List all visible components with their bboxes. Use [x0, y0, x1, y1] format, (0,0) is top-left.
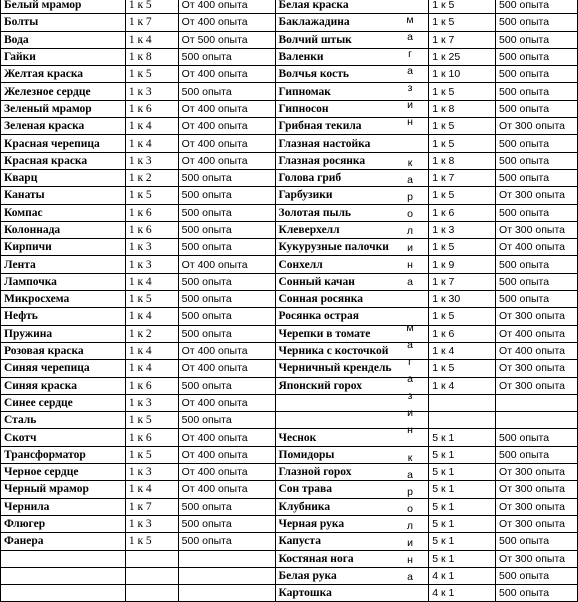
item-name-left: Красная краска — [1, 152, 126, 169]
item-name-left — [1, 550, 126, 567]
table-row — [1, 239, 578, 256]
item-name-left: Лента — [1, 256, 126, 273]
ratio-left: 1 к 3 — [125, 515, 178, 532]
item-name-left: Компас — [1, 204, 126, 221]
exp-right: От 300 опыта — [496, 464, 578, 481]
ratio-left — [125, 585, 178, 602]
exp-left: 500 опыта — [178, 412, 275, 429]
item-name-left — [1, 585, 126, 602]
item-name-left: Флюгер — [1, 515, 126, 532]
item-name-left: Сталь — [1, 412, 126, 429]
ratio-right — [429, 412, 496, 429]
exp-right: 500 опыта — [496, 446, 578, 463]
item-name-left — [1, 567, 126, 584]
exp-right: 500 опыта — [496, 429, 578, 446]
item-name-left: Зеленый мрамор — [1, 100, 126, 117]
vertical-label: м а г а з и н — [406, 322, 414, 436]
item-name-left: Желтая краска — [1, 66, 126, 83]
table-row — [1, 66, 578, 83]
exp-left: От 400 опыта — [178, 481, 275, 498]
ratio-right — [429, 394, 496, 411]
exp-left: От 400 опыта — [178, 464, 275, 481]
exp-right: От 300 опыта — [496, 550, 578, 567]
ratio-left: 1 к 5 — [125, 412, 178, 429]
item-name-right: Золотая пыль — [275, 204, 429, 221]
exp-left: От 400 опыта — [178, 360, 275, 377]
item-name-left: Микросхема — [1, 291, 126, 308]
ratio-left: 1 к 3 — [125, 256, 178, 273]
item-name-right: Помидоры — [275, 446, 429, 463]
item-name-right: Глазная росянка — [275, 152, 429, 169]
table-row — [1, 498, 578, 515]
item-name-right: Чеснок — [275, 429, 429, 446]
table-row — [1, 14, 578, 31]
item-name-left: Белый мрамор — [1, 0, 126, 14]
item-name-right: Гипномак — [275, 83, 429, 100]
exp-left: От 400 опыта — [178, 100, 275, 117]
exp-right: 500 опыта — [496, 48, 578, 65]
ratio-left: 1 к 6 — [125, 100, 178, 117]
exp-right: 500 опыта — [496, 204, 578, 221]
exp-right: 500 опыта — [496, 66, 578, 83]
item-name-left: Скотч — [1, 429, 126, 446]
item-name-left: Синяя краска — [1, 377, 126, 394]
exp-right: 500 опыта — [496, 31, 578, 48]
item-name-left: Фанера — [1, 533, 126, 550]
item-name-right: Волчья кость — [275, 66, 429, 83]
table-row — [1, 100, 578, 117]
ratio-left: 1 к 4 — [125, 481, 178, 498]
item-name-left: Зеленая краска — [1, 118, 126, 135]
exp-right: От 300 опыта — [496, 308, 578, 325]
exp-left: 500 опыта — [178, 498, 275, 515]
ratio-right: 1 к 5 — [429, 187, 496, 204]
table-row — [1, 135, 578, 152]
item-name-left: Красная черепица — [1, 135, 126, 152]
ratio-right: 1 к 5 — [429, 360, 496, 377]
item-name-left: Гайки — [1, 48, 126, 65]
item-name-left: Болты — [1, 14, 126, 31]
exp-left: От 400 опыта — [178, 152, 275, 169]
exp-right: 500 опыта — [496, 0, 578, 14]
table-row — [1, 118, 578, 135]
item-name-left: Железное сердце — [1, 83, 126, 100]
item-name-right: Сонхелл — [275, 256, 429, 273]
exp-left: 500 опыта — [178, 204, 275, 221]
exp-right: От 300 опыта — [496, 515, 578, 532]
ratio-right: 1 к 7 — [429, 169, 496, 186]
table-row — [1, 31, 578, 48]
table-row — [1, 585, 578, 602]
exp-right: От 300 опыта — [496, 360, 578, 377]
table-row — [1, 429, 578, 446]
ratio-left: 1 к 4 — [125, 342, 178, 359]
ratio-right: 1 к 5 — [429, 135, 496, 152]
ratio-right: 4 к 1 — [429, 585, 496, 602]
item-name-right: Росянка острая — [275, 308, 429, 325]
ratio-left — [125, 550, 178, 567]
ratio-left: 1 к 4 — [125, 273, 178, 290]
exp-left: От 400 опыта — [178, 394, 275, 411]
exp-left: 500 опыта — [178, 377, 275, 394]
table-row — [1, 256, 578, 273]
item-name-left: Трансформатор — [1, 446, 126, 463]
exp-left: 500 опыта — [178, 169, 275, 186]
ratio-right: 1 к 9 — [429, 256, 496, 273]
item-name-right: Картошка — [275, 585, 429, 602]
item-name-right: Белая краска — [275, 0, 429, 14]
item-name-right: Черничный крендель — [275, 360, 429, 377]
item-name-left: Пружина — [1, 325, 126, 342]
ratio-right: 1 к 5 — [429, 83, 496, 100]
ratio-left: 1 к 4 — [125, 118, 178, 135]
ratio-right: 1 к 8 — [429, 152, 496, 169]
table-row — [1, 360, 578, 377]
ratio-right: 1 к 5 — [429, 0, 496, 14]
item-name-left: Черное сердце — [1, 464, 126, 481]
exp-right: От 400 опыта — [496, 325, 578, 342]
item-name-right: Глазной горох — [275, 464, 429, 481]
exp-right: От 300 опыта — [496, 377, 578, 394]
ratio-right: 5 к 1 — [429, 515, 496, 532]
ratio-right: 1 к 6 — [429, 325, 496, 342]
table-row — [1, 152, 578, 169]
table-row — [1, 204, 578, 221]
item-name-right: Голова гриб — [275, 169, 429, 186]
table-row — [1, 377, 578, 394]
item-name-left: Розовая краска — [1, 342, 126, 359]
item-name-right: Глазная настойка — [275, 135, 429, 152]
ratio-left: 1 к 7 — [125, 14, 178, 31]
ratio-left: 1 к 5 — [125, 446, 178, 463]
item-name-left: Лампочка — [1, 273, 126, 290]
ratio-right: 5 к 1 — [429, 533, 496, 550]
ratio-left: 1 к 3 — [125, 464, 178, 481]
ratio-left: 1 к 6 — [125, 429, 178, 446]
table-row — [1, 567, 578, 584]
ratio-left: 1 к 2 — [125, 169, 178, 186]
exp-left: От 400 опыта — [178, 342, 275, 359]
exp-right: 500 опыта — [496, 152, 578, 169]
vertical-label: м а г а з и н — [406, 14, 414, 128]
item-name-right: Клеверхелл — [275, 221, 429, 238]
exp-right: 500 опыта — [496, 83, 578, 100]
exp-left: От 400 опыта — [178, 0, 275, 14]
item-name-right: Черника с косточкой — [275, 342, 429, 359]
item-name-left: Кварц — [1, 169, 126, 186]
ratio-right: 5 к 1 — [429, 464, 496, 481]
item-name-right: Валенки — [275, 48, 429, 65]
item-name-left: Чернила — [1, 498, 126, 515]
table-row — [1, 464, 578, 481]
ratio-left: 1 к 3 — [125, 152, 178, 169]
ratio-left: 1 к 5 — [125, 291, 178, 308]
ratio-right: 5 к 1 — [429, 429, 496, 446]
ratio-right: 1 к 10 — [429, 66, 496, 83]
ratio-right: 4 к 1 — [429, 567, 496, 584]
exp-right: От 400 опыта — [496, 239, 578, 256]
exp-left — [178, 567, 275, 584]
item-name-right: Грибная текила — [275, 118, 429, 135]
exp-right: 500 опыта — [496, 14, 578, 31]
item-name-right: Сонная росянка — [275, 291, 429, 308]
ratio-left: 1 к 6 — [125, 204, 178, 221]
ratio-right: 1 к 5 — [429, 239, 496, 256]
table-row — [1, 550, 578, 567]
exp-left: 500 опыта — [178, 187, 275, 204]
ratio-right: 1 к 7 — [429, 273, 496, 290]
item-name-right: Кукурузные палочки — [275, 239, 429, 256]
item-name-right: Капуста — [275, 533, 429, 550]
exp-right: От 300 опыта — [496, 498, 578, 515]
vertical-label: к а р о л и н а — [406, 452, 414, 583]
ratio-right: 1 к 4 — [429, 377, 496, 394]
ratio-right: 1 к 3 — [429, 221, 496, 238]
exp-right: 500 опыта — [496, 135, 578, 152]
item-name-left: Синяя черепица — [1, 360, 126, 377]
item-name-left: Черный мрамор — [1, 481, 126, 498]
item-name-right: Баклажадина — [275, 14, 429, 31]
exp-right: От 300 опыта — [496, 221, 578, 238]
item-name-left: Колоннада — [1, 221, 126, 238]
ratio-right: 1 к 5 — [429, 118, 496, 135]
exp-right: 500 опыта — [496, 533, 578, 550]
ratio-left: 1 к 6 — [125, 221, 178, 238]
exp-left: 500 опыта — [178, 325, 275, 342]
ratio-right: 5 к 1 — [429, 550, 496, 567]
exp-right: 500 опыта — [496, 256, 578, 273]
ratio-left: 1 к 8 — [125, 48, 178, 65]
exp-left: 500 опыта — [178, 515, 275, 532]
ratio-right: 1 к 4 — [429, 342, 496, 359]
item-name-left: Канаты — [1, 187, 126, 204]
ratio-right: 1 к 8 — [429, 100, 496, 117]
exp-right: От 300 опыта — [496, 187, 578, 204]
ratio-right: 5 к 1 — [429, 481, 496, 498]
ratio-left: 1 к 5 — [125, 533, 178, 550]
table-row — [1, 533, 578, 550]
ratio-left: 1 к 2 — [125, 325, 178, 342]
item-name-left: Вода — [1, 31, 126, 48]
ratio-left: 1 к 4 — [125, 31, 178, 48]
ratio-left: 1 к 4 — [125, 308, 178, 325]
exp-left: От 400 опыта — [178, 14, 275, 31]
exp-right: 500 опыта — [496, 169, 578, 186]
table-row — [1, 446, 578, 463]
ratio-right: 1 к 30 — [429, 291, 496, 308]
exp-left: От 400 опыта — [178, 256, 275, 273]
item-name-right: Гипносон — [275, 100, 429, 117]
exp-right: От 400 опыта — [496, 342, 578, 359]
table-row — [1, 187, 578, 204]
table-row — [1, 481, 578, 498]
exp-right: 500 опыта — [496, 585, 578, 602]
ratio-right: 1 к 25 — [429, 48, 496, 65]
table-row — [1, 291, 578, 308]
table-row — [1, 273, 578, 290]
exp-left: От 400 опыта — [178, 446, 275, 463]
table-row — [1, 515, 578, 532]
exp-left: 500 опыта — [178, 291, 275, 308]
exp-left: 500 опыта — [178, 239, 275, 256]
table-body — [1, 0, 578, 602]
vertical-label: к а р о л и н а — [406, 157, 414, 288]
exp-left: От 500 опыта — [178, 31, 275, 48]
exp-right: 500 опыта — [496, 273, 578, 290]
exp-left: 500 опыта — [178, 83, 275, 100]
exp-right: 500 опыта — [496, 100, 578, 117]
ratio-left: 1 к 5 — [125, 66, 178, 83]
table-row — [1, 412, 578, 429]
exp-right: 500 опыта — [496, 291, 578, 308]
item-name-left: Кирпичи — [1, 239, 126, 256]
ratio-left: 1 к 5 — [125, 187, 178, 204]
ratio-left: 1 к 4 — [125, 135, 178, 152]
exp-left: 500 опыта — [178, 308, 275, 325]
ratio-left: 1 к 3 — [125, 394, 178, 411]
ratio-left: 1 к 7 — [125, 498, 178, 515]
table-row — [1, 308, 578, 325]
item-name-right: Сон трава — [275, 481, 429, 498]
exp-left: От 400 опыта — [178, 429, 275, 446]
ratio-right: 5 к 1 — [429, 446, 496, 463]
exp-left: 500 опыта — [178, 48, 275, 65]
ratio-right: 1 к 5 — [429, 308, 496, 325]
exp-right: От 300 опыта — [496, 481, 578, 498]
table-row — [1, 325, 578, 342]
table-row — [1, 221, 578, 238]
item-name-right: Костяная нога — [275, 550, 429, 567]
item-name-right: Черепки в томате — [275, 325, 429, 342]
ratio-right: 5 к 1 — [429, 498, 496, 515]
exp-left: 500 опыта — [178, 533, 275, 550]
exp-right: От 300 опыта — [496, 118, 578, 135]
table-row — [1, 169, 578, 186]
ratio-left: 1 к 5 — [125, 0, 178, 14]
exp-left: От 400 опыта — [178, 135, 275, 152]
exp-left — [178, 550, 275, 567]
ratio-left — [125, 567, 178, 584]
exp-left: От 400 опыта — [178, 66, 275, 83]
exp-left: 500 опыта — [178, 273, 275, 290]
exp-left: От 400 опыта — [178, 118, 275, 135]
table-row — [1, 83, 578, 100]
item-name-left: Нефть — [1, 308, 126, 325]
exp-left — [178, 585, 275, 602]
table-row — [1, 0, 578, 14]
item-name-right: Черная рука — [275, 515, 429, 532]
ratio-left: 1 к 4 — [125, 360, 178, 377]
ratio-right: 1 к 5 — [429, 14, 496, 31]
table-row — [1, 48, 578, 65]
exp-left: 500 опыта — [178, 221, 275, 238]
exp-right — [496, 394, 578, 411]
ratio-right: 1 к 7 — [429, 31, 496, 48]
table-row — [1, 394, 578, 411]
ratio-left: 1 к 3 — [125, 83, 178, 100]
item-name-right: Клубника — [275, 498, 429, 515]
exp-right — [496, 412, 578, 429]
item-name-left: Синее сердце — [1, 394, 126, 411]
item-name-right: Сонный качан — [275, 273, 429, 290]
table-row — [1, 342, 578, 359]
item-name-right: Японский горох — [275, 377, 429, 394]
exp-right: 500 опыта — [496, 567, 578, 584]
ratio-right: 1 к 6 — [429, 204, 496, 221]
item-name-right: Волчий штык — [275, 31, 429, 48]
ratio-left: 1 к 3 — [125, 239, 178, 256]
item-name-right: Гарбузики — [275, 187, 429, 204]
item-name-right: Белая рука — [275, 567, 429, 584]
ratio-left: 1 к 6 — [125, 377, 178, 394]
